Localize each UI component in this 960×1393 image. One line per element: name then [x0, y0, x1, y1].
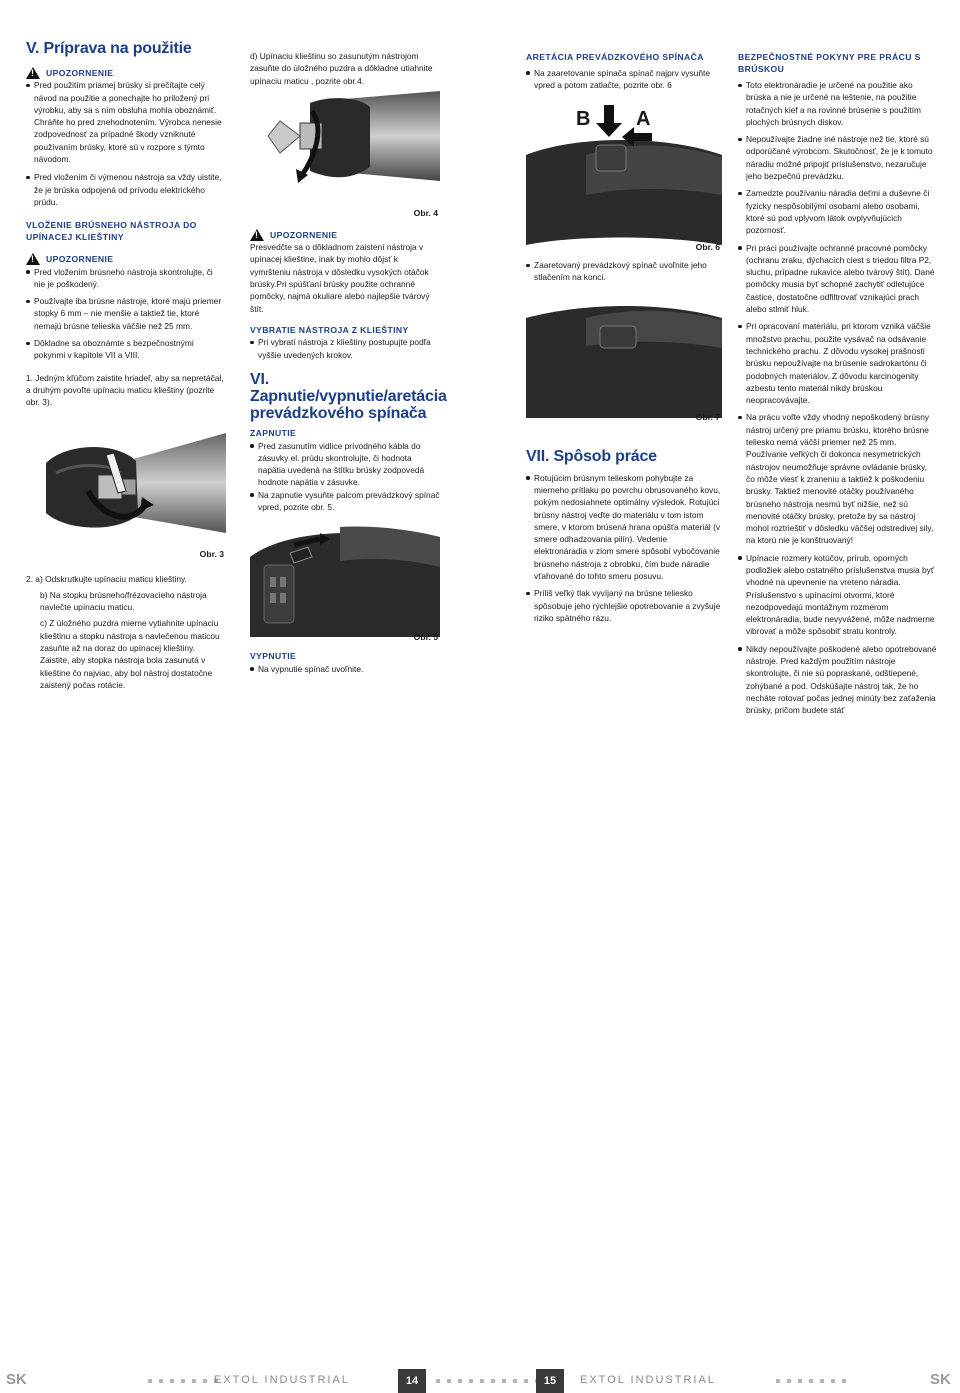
- list-item: Pri práci používajte ochranné pracovné pomôcky (ochranu zraku, dýchacích ciest s triedou filtra P2, sluchu, prípadne rukavice alebo tvárový štít). Dané pomôcky musia byť schopné zachytiť odletujúce častice, dostatočne odfiltrovať vznikajúci prach alebo stlmiť hluk.: [738, 242, 938, 316]
- work-list: [526, 472, 722, 625]
- lock-list: [526, 67, 722, 92]
- step-1: 1. Jedným kľúčom zaistite hriadeľ, aby sa nepretáčal, a druhým povoľte upínaciu maticu klieštiny (pozrite obr. 3).: [26, 372, 224, 408]
- subsection-heading-insert: VLOŽENIE BRÚSNEHO NÁSTROJA DO UPÍNACEJ KLIEŠTINY: [26, 220, 197, 242]
- figure-5: [250, 517, 440, 643]
- footer-dots-left: [148, 1379, 218, 1383]
- page-footer: [0, 685, 960, 1388]
- figure-label: Obr. 6: [695, 241, 720, 252]
- warning-triangle-icon: [250, 229, 264, 241]
- list-item: Zaaretovaný prevádzkový spínač uvoľnite jeho stlačením na konci.: [526, 259, 722, 284]
- list-item: Na zaaretovanie spínača spínač najprv vysuňte vpred a potom zatlačte, pozrite obr. 6: [526, 67, 722, 92]
- section-title-v: V. Príprava na použitie: [26, 40, 192, 57]
- subsection-heading-safety: BEZPEČNOSTNÉ POKYNY PRE PRÁCU S BRÚSKOU: [738, 52, 921, 74]
- figure-label: Obr. 3: [199, 549, 224, 560]
- switch-release-illustration: [526, 288, 722, 426]
- list-item: Na vypnutie spínač uvoľnite.: [250, 663, 440, 675]
- list-item: Zamedzte používaniu náradia deťmi a duševne či fyzicky nespôsobilými osobami alebo osobami, ktoré sú pod vplyvom látok ovplyvňujúcich pozornosť.: [738, 187, 938, 236]
- warning-text: Presvedčte sa o dôkladnom zaistení nástroja v upínacej klieštine, inak by mohlo dôjsť k vymršteniu nástroja v dôsledku vysokých otáčok brúsky.Pri spúšťaní brúsky použite ochranné pomôcky, najmä okuliare alebo najlepšie tvárový štít.: [250, 242, 430, 314]
- figure-label: Obr. 5: [413, 632, 438, 643]
- list-item: Pri opracovaní materiálu, pri ktorom vzniká väčšie množstvo prachu, použite vysávač na odsávanie technického prachu. Z dôvodu vysokej prašnosti brúsku nepoužívajte na brúsenie sadrokartónu či podobných materiálov. Z dôvodu karcinogenity azbestu tento materiál nikdy brúskou neopracovávajte.: [738, 320, 938, 406]
- list-item: Nikdy nepoužívajte poškodené alebo opotrebované nástroje. Pred každým použitím nástroje skontrolujte, či nie sú popraskané, odštiepené, zohýbané a pod. Odskúšajte nástroj tak, že ho necháte rotovať počas jednej minúty bez zaťaženia brúsky, pričom budete stáť: [738, 643, 938, 717]
- column-4: [738, 52, 938, 717]
- column-1: [26, 40, 226, 691]
- list-item: Dôkladne sa oboznámte s bezpečnostnými pokynmi v kapitole VII a VIII.: [26, 337, 226, 362]
- grinder-tool-illustration: [250, 91, 440, 221]
- step-2a: 2. a) Odskrutkujte upínaciu maticu klieštiny.: [26, 573, 187, 584]
- off-list: [250, 663, 440, 675]
- list-item: Pred použitím priamej brúsky si prečítajte celý návod na použitie a ponechajte ho priložený pri výrobku, aby sa s ním obsluha mohla oboznámiť. Chráňte ho pred znehodnotením. Výrobca nenesie zodpovednosť za prípadné škody vzniknuté používaním brúsky, ktoré sú v rozpore s týmto návodom.: [26, 79, 226, 165]
- step-2d: d) Upínaciu klieštinu so zasunutým nástrojom zasuňte do úložného puzdra a dôkladne utiahnite upínaciu maticu , pozrite obr.4.: [250, 51, 433, 86]
- brand-left: EXTOL INDUSTRIAL: [214, 1374, 350, 1386]
- step-2b: b) Na stopku brúsneho/frézovacieho nástroja navlečte upínaciu maticu.: [40, 589, 207, 613]
- column-3: [526, 52, 722, 624]
- list-item: Pred vložením či výmenou nástroja sa vždy uistite, že je brúska odpojená od prívodu elektrického prúdu.: [26, 171, 226, 208]
- switch-lock-illustration: [526, 95, 722, 255]
- figure-7: [526, 288, 722, 426]
- warning-triangle-icon: [26, 67, 40, 79]
- subsection-heading-remove: VYBRATIE NÁSTROJA Z KLIEŠTINY: [250, 324, 409, 335]
- footer-dots-right: [776, 1379, 846, 1383]
- figure-6: [526, 95, 722, 255]
- list-item: Pri vybratí nástroja z klieštiny postupujte podľa vyššie uvedených krokov.: [250, 336, 440, 361]
- list-item: Upínacie rozmery kotúčov, prírub, oporných podložiek alebo ostatného príslušenstva musia byť vhodné na upevnenie na vreteno náradia. Príslušenstvo s upínacími otvormi, ktoré nezodpovedajú montážnym rozmerom elektronáradia, bude nevyvážené, môže nadmerne vibrovať a môže spôsobiť stratu kontroly.: [738, 552, 938, 638]
- remove-list: [250, 336, 440, 361]
- subsection-heading-off: VYPNUTIE: [250, 651, 297, 662]
- figure-4: [250, 91, 440, 221]
- list-item: Používajte iba brúsne nástroje, ktoré majú priemer stopky 6 mm – nie menšie a taktiež tie, ktoré nemajú brúsne telieska väčšie než 25 mm.: [26, 295, 226, 332]
- figure-label: Obr. 4: [413, 207, 438, 218]
- list-item: Nepoužívajte žiadne iné nástroje než tie, ktoré sú odporúčané výrobcom. Skutočnosť, že je k tomuto náradiu možné pripojiť príslušenstvo, nezaručuje jeho bezpečnú prevádzku.: [738, 133, 938, 182]
- list-item: Toto elektronáradie je určené na použitie ako brúska a nie je určené na leštenie, na použitie rotačných kief a na rovinné brúsenie s použitím plochých brúsnych diskov.: [738, 79, 938, 128]
- subsection-heading-lock: ARETÁCIA PREVÁDZKOVÉHO SPÍNAČA: [526, 52, 704, 62]
- on-list: [250, 440, 440, 514]
- section-title-vi: VI. Zapnutie/vypnutie/aretácia prevádzkového spínača: [250, 371, 447, 423]
- step-2c: c) Z úložného puzdra mierne vytiahnite upínaciu klieštinu a stopku nástroja s navlečenou maticou zasuňte až na doraz do upínacej klieštiny. Zaistite, aby stopka nástroja bola zasunutá v klieštine čo najviac, aby bol nástroj dostatočne zaistený počas rotácie.: [40, 618, 220, 690]
- grinder-collet-illustration: [26, 413, 226, 563]
- language-code-left: SK: [6, 1371, 27, 1388]
- warning-triangle-icon: [26, 253, 40, 265]
- list-item: Rotujúcim brúsnym telieskom pohybujte za mierneho prítlaku po povrchu obrusovaného kovu, pokým nedosiahnete optimálny výsledok. Rotujúci brúsny nástroj veďte do materiálu v tom istom smere, v ktorom brúsená hrana opúšťa materiál (v smere odhadzovania pilín). Vedenie elektronáradia v zlom smere spôsobí vybočovanie brúsneho nástroja z obrobku, čím bude náradie vťahované do tohto smeru posuvu.: [526, 472, 722, 583]
- grinder-switch-illustration: [250, 517, 440, 637]
- warning-label: UPOZORNENIE: [270, 229, 338, 240]
- page-number-left: 14: [398, 1369, 426, 1393]
- column-2: [250, 50, 447, 675]
- label-a: A: [636, 108, 651, 131]
- list-item: Na prácu voľte vždy vhodný nepoškodený brúsny nástroj určený pre priamu brúsku, ktorého brúsne teliesko nemá väčší priemer než 25 mm. Používanie veľkých či dokonca nesymetrických nástrojov neumožňuje správne ovládanie brúsky, čo môže viesť k zraneniu a taktiež k poškodeniu brúsky. Taktiež menovité otáčky používaného brúsneho nástroja nesmú byť nižšie, než sú menovité otáčky brúsky, pretože by sa nástroj mohol roztrieštiť v dôsledku väčšej odstredivej sily, na ktorú nie je konštruovaný!: [738, 411, 938, 546]
- warning-list-1: [26, 79, 226, 208]
- safety-list: [738, 79, 938, 717]
- subsection-heading-on: ZAPNUTIE: [250, 428, 297, 439]
- page-number-right: 15: [536, 1369, 564, 1393]
- warning-heading-3: [250, 229, 440, 241]
- warning-list-2: [26, 266, 226, 362]
- warning-heading-2: [26, 253, 226, 265]
- list-item: Pred vložením brúsneho nástroja skontrolujte, či nie je poškodený.: [26, 266, 226, 291]
- figure-label: Obr. 7: [695, 412, 720, 423]
- warning-label: UPOZORNENIE: [46, 68, 114, 78]
- language-code-right: SK: [930, 1371, 951, 1388]
- warning-heading-1: [26, 67, 226, 79]
- figure-3: [26, 413, 226, 563]
- list-item: Pred zasunutím vidlice prívodného kábla do zásuvky el. prúdu skontrolujte, či hodnota napätia uvedená na štítku brúsky zodpovedá hodnote napätia v zásuvke.: [250, 440, 440, 489]
- section-title-vii: VII. Spôsob práce: [526, 447, 657, 465]
- list-item: Príliš veľký tlak vyvíjaný na brúsne teliesko spôsobuje jeho rýchlejšie opotrebovanie a zvyšuje riziko spätného rázu.: [526, 587, 722, 624]
- brand-right: EXTOL INDUSTRIAL: [580, 1374, 716, 1386]
- warning-label: UPOZORNENIE: [46, 254, 114, 265]
- label-b: B: [576, 108, 591, 131]
- unlock-list: [526, 259, 722, 284]
- list-item: Na zapnutie vysuňte palcom prevádzkový spínač vpred, pozrite obr. 5.: [250, 489, 440, 514]
